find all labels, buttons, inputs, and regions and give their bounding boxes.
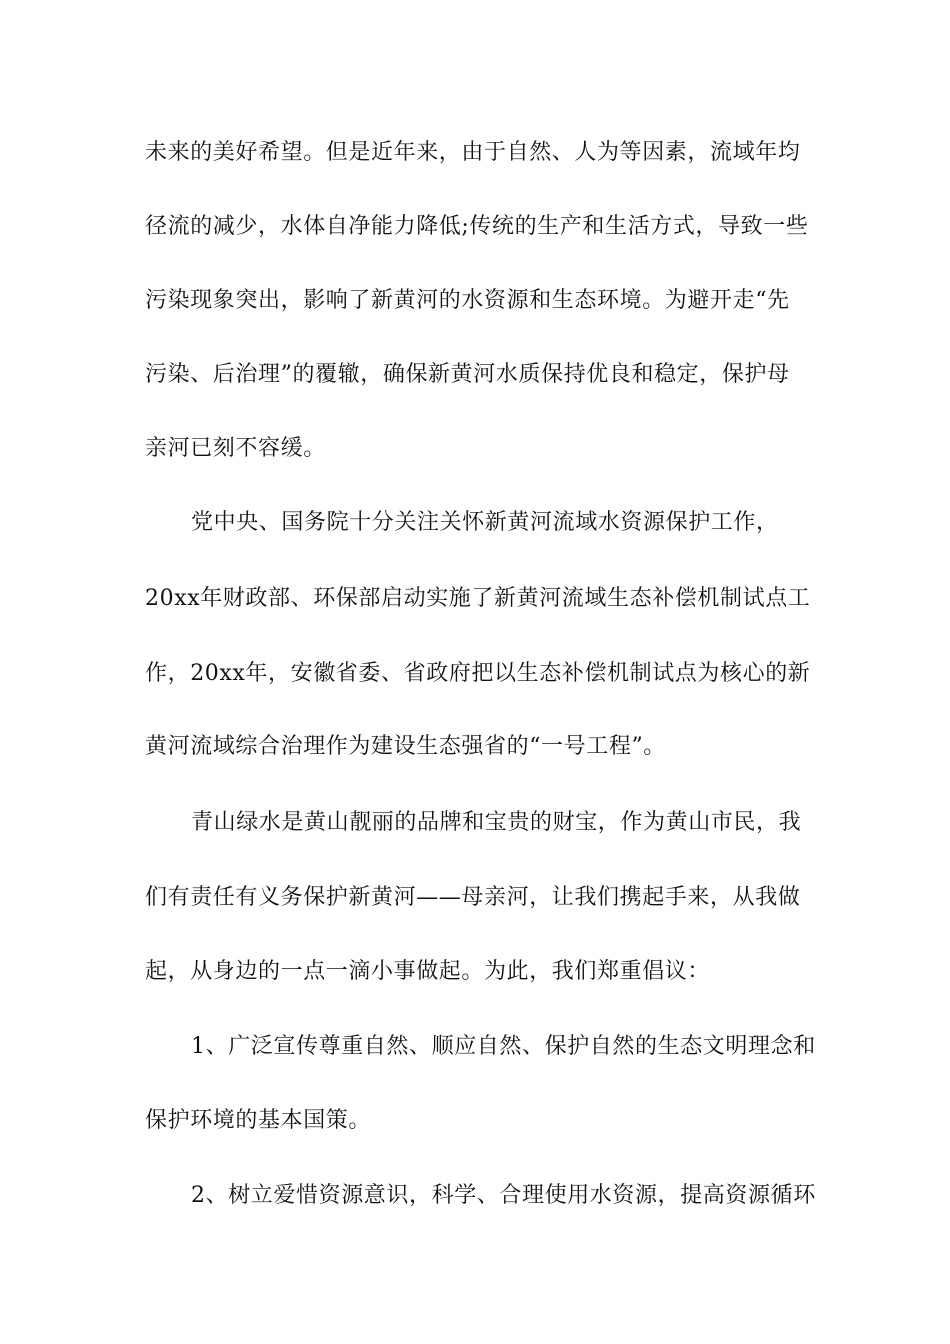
paragraph-line: 保护环境的基本国策。 [145,1108,372,1133]
paragraph-line: 青山绿水是黄山靓丽的品牌和宝贵的财宝，作为黄山市民，我 [191,810,802,835]
paragraph-line: 污染、后治理”的覆辙，确保新黄河水质保持优良和稳定，保护母 [145,362,790,387]
paragraph-line: 2、树立爱惜资源意识，科学、合理使用水资源，提高资源循环 [191,1183,816,1208]
paragraph-line: 20xx年财政部、环保部启动实施了新黄河流域生态补偿机制试点工 [145,586,811,611]
paragraph-line: 黄河流域综合治理作为建设生态强省的“一号工程”。 [145,734,666,759]
paragraph-line: 未来的美好希望。但是近年来，由于自然、人为等因素，流域年均 [145,140,801,165]
paragraph-line: 作，20xx年，安徽省委、省政府把以生态补偿机制试点为核心的新 [145,661,811,686]
paragraph-line: 污染现象突出，影响了新黄河的水资源和生态环境。为避开走“先 [145,288,790,313]
paragraph-line: 党中央、国务院十分关注关怀新黄河流域水资源保护工作， [191,510,779,535]
paragraph-line: 们有责任有义务保护新黄河——母亲河，让我们携起手来，从我做 [145,885,801,910]
paragraph-line: 起，从身边的一点一滴小事做起。为此，我们郑重倡议： [145,959,711,984]
paragraph-line: 亲河已刻不容缓。 [145,436,326,461]
paragraph-line: 径流的减少，水体自净能力降低;传统的生产和生活方式，导致一些 [145,214,809,239]
paragraph-line: 1、广泛宣传尊重自然、顺应自然、保护自然的生态文明理念和 [191,1034,816,1059]
